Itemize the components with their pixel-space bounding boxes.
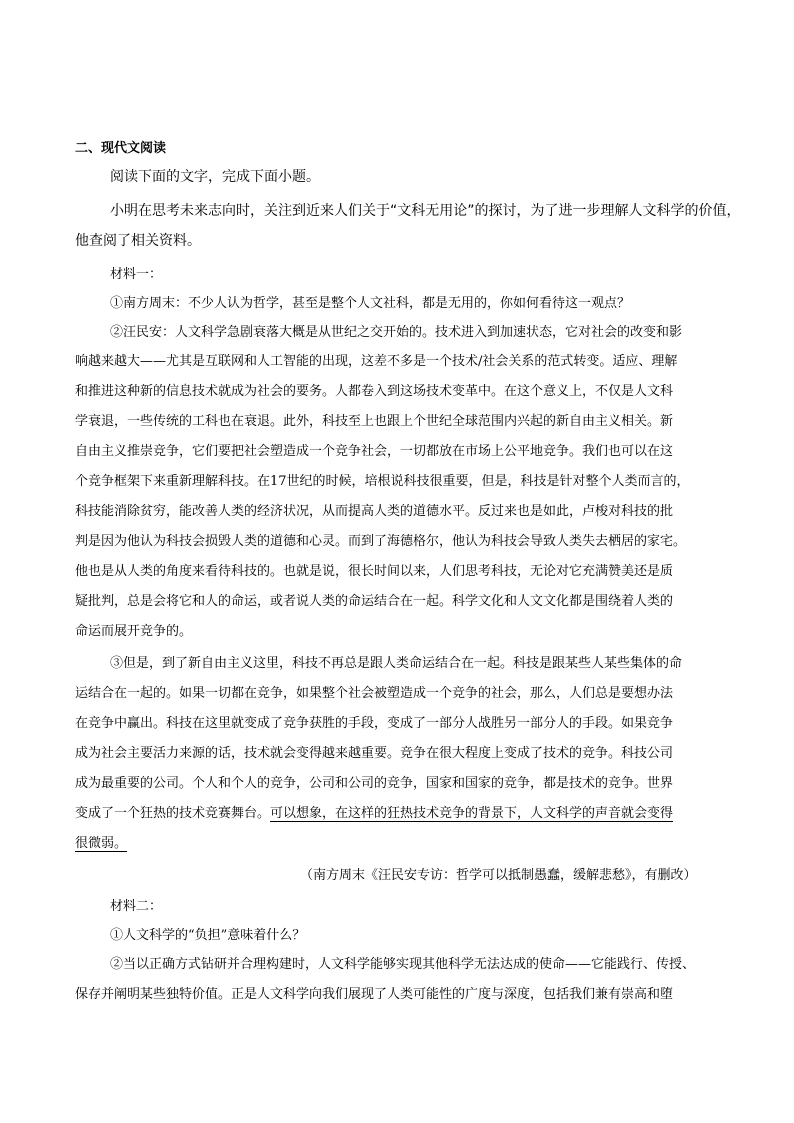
material1-label: 材料一： (110, 267, 163, 282)
paragraph-line: 响越来越大——尤其是互联网和人工智能的出现，这差不多是一个技术/社会关系的范式转变。适应、理解 (75, 354, 678, 369)
paragraph-line: 判是因为他认为科技会损毁人类的道德和心灵。而到了海德格尔，他认为科技会导致人类失去栖居的家宅。 (75, 534, 687, 549)
paragraph-line: 在竞争中赢出。科技在这里就变成了竞争获胜的手段，变成了一部分人战胜另一部分人的手段。如果竞争 (75, 716, 674, 731)
paragraph-line: ③但是，到了新自由主义这里，科技不再总是跟人类命运结合在一起。科技是跟某些人某些集体的命 (110, 656, 683, 671)
instruction: 阅读下面的文字，完成下面小题。 (110, 169, 320, 185)
paragraph-line: 疑批判，总是会将它和人的命运，或者说人类的命运结合在一起。科学文化和人文文化都是围绕着人类的 (75, 594, 674, 609)
paragraph-line: 保存并阐明某些独特价值。正是人文科学向我们展现了人类可能性的广度与深度，包括我们兼有崇高和堕 (75, 987, 674, 1002)
paragraph-line: 运结合在一起的。如果一切都在竞争，如果整个社会被塑造成一个竞争的社会，那么，人们总是要想办法 (75, 686, 674, 701)
paragraph-line: 他也是从人类的角度来看待科技的。也就是说，很长时间以来，人们思考科技，无论对它充满赞美还是质 (75, 564, 674, 579)
paragraph-line: 成为最重要的公司。个人和个人的竞争，公司和公司的竞争，国家和国家的竞争，都是技术的竞争。世界 (75, 776, 674, 791)
section-title: 二、现代文阅读 (75, 141, 167, 156)
material2-label: 材料二： (110, 899, 163, 914)
paragraph-line: 学衰退，一些传统的工科也在衰退。此外，科技至上也跟上个世纪全球范围内兴起的新自由主义相关。新 (75, 414, 674, 429)
intro-line-2: 他查阅了相关资料。 (75, 233, 201, 249)
material1-question1: ①南方周末：不少人认为哲学，甚至是整个人文社科，都是无用的，你如何看待这一观点？ (110, 296, 631, 311)
material2-question1: ①人文科学的“负担”意味着什么？ (110, 928, 306, 943)
material1-source: （南方周末《汪民安专访：哲学可以抵制愚蠢，缓解悲愁》，有删改） (300, 868, 697, 883)
paragraph-line: 和推进这种新的信息技术就成为社会的要务。人都卷入到这场技术变革中。在这个意义上，不仅是人文科 (75, 384, 674, 399)
paragraph-line: 命运而展开竞争的。 (75, 624, 193, 639)
paragraph-line: 个竞争框架下来重新理解科技。在17世纪的时候，培根说科技很重要，但是，科技是针对整个人类而言的， (75, 474, 690, 489)
plain-text: 变成了一个狂热的技术竞赛舞台。 (75, 806, 271, 821)
paragraph-line (75, 802, 673, 821)
paragraph-line: 成为社会主要活力来源的话，技术就会变得越来越重要。竞争在很大程度上变成了技术的竞争。科技公司 (75, 746, 674, 761)
paragraph-line: 自由主义推崇竞争，它们要把社会塑造成一个竞争社会，一切都放在市场上公平地竞争。我们也可以在这 (75, 444, 674, 459)
paragraph-line: ②汪民安：人文科学急剧衰落大概是从世纪之交开始的。技术进入到加速状态，它对社会的改变和影 (110, 325, 683, 340)
intro-line-1: 小明在思考未来志向时，关注到近来人们关于“文科无用论”的探讨，为了进一步理解人文科学的价值， (110, 203, 741, 219)
paragraph-line: 科技能消除贫穷，能改善人类的经济状况，从而提高人类的道德水平。反过来也是如此，卢梭对科技的批 (75, 504, 674, 519)
paragraph-line: ②当以正确方式钻研并合理构建时，人文科学能够实现其他科学无法达成的使命——它能践行、传授、 (110, 957, 696, 972)
underlined-sentence: 可以想象，在这样的狂热技术竞争的背景下，人文科学的声音就会变得 (270, 806, 674, 821)
underlined-sentence-end: 很微弱。 (75, 836, 128, 851)
